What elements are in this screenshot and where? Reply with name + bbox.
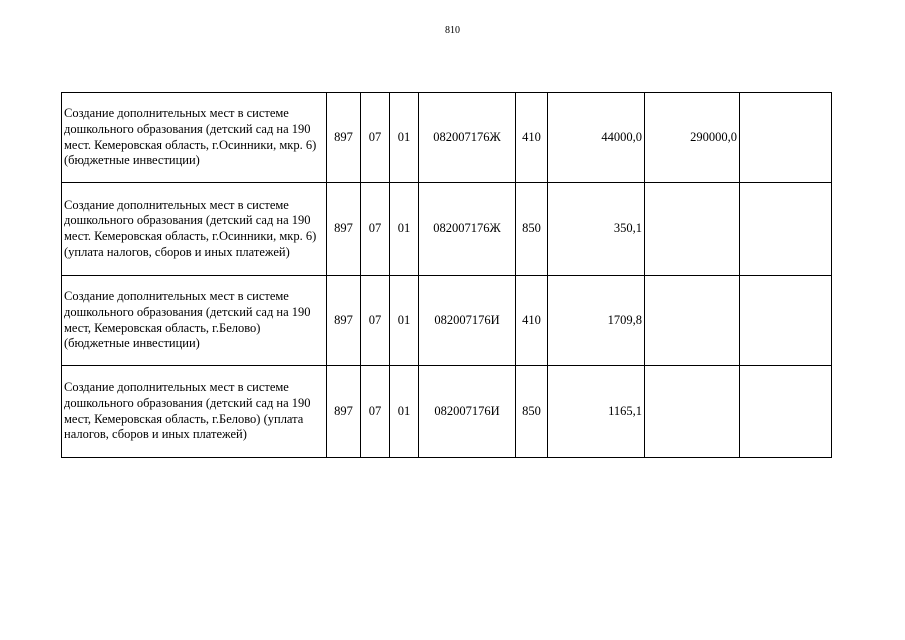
section-code-cell: 07 bbox=[361, 276, 390, 366]
amount-1-cell: 350,1 bbox=[548, 183, 645, 276]
target-article-cell: 082007176Ж bbox=[419, 183, 516, 276]
ministry-code-cell: 897 bbox=[327, 366, 361, 458]
ministry-code-cell: 897 bbox=[327, 93, 361, 183]
amount-2-cell bbox=[645, 183, 740, 276]
amount-2-cell bbox=[645, 366, 740, 458]
amount-3-cell bbox=[740, 276, 832, 366]
subsection-code-cell: 01 bbox=[390, 366, 419, 458]
item-name-cell: Создание дополнительных мест в системе дошкольного образования (детский сад на 190 мест, Кемеровская область, г.Белово) (бюджетные инвестиции) bbox=[62, 276, 327, 366]
subsection-code-cell: 01 bbox=[390, 276, 419, 366]
expense-type-cell: 410 bbox=[516, 276, 548, 366]
budget-table bbox=[61, 92, 832, 458]
ministry-code-cell: 897 bbox=[327, 276, 361, 366]
item-name-cell: Создание дополнительных мест в системе дошкольного образования (детский сад на 190 мест. Кемеровская область, г.Осинники, мкр. 6) (уплата налогов, сборов и иных платежей) bbox=[62, 183, 327, 276]
target-article-cell: 082007176И bbox=[419, 366, 516, 458]
subsection-code-cell: 01 bbox=[390, 183, 419, 276]
item-name-cell: Создание дополнительных мест в системе дошкольного образования (детский сад на 190 мест, Кемеровская область, г.Белово) (уплата налогов, сборов и иных платежей) bbox=[62, 366, 327, 458]
page-number: 810 bbox=[445, 25, 460, 36]
target-article-cell: 082007176Ж bbox=[419, 93, 516, 183]
subsection-code-cell: 01 bbox=[390, 93, 419, 183]
table-row bbox=[62, 366, 832, 458]
amount-1-cell: 1709,8 bbox=[548, 276, 645, 366]
amount-1-cell: 1165,1 bbox=[548, 366, 645, 458]
section-code-cell: 07 bbox=[361, 366, 390, 458]
expense-type-cell: 410 bbox=[516, 93, 548, 183]
amount-2-cell bbox=[645, 276, 740, 366]
expense-type-cell: 850 bbox=[516, 183, 548, 276]
table-row bbox=[62, 183, 832, 276]
item-name-cell: Создание дополнительных мест в системе дошкольного образования (детский сад на 190 мест. Кемеровская область, г.Осинники, мкр. 6) (бюджетные инвестиции) bbox=[62, 93, 327, 183]
amount-3-cell bbox=[740, 366, 832, 458]
target-article-cell: 082007176И bbox=[419, 276, 516, 366]
amount-3-cell bbox=[740, 183, 832, 276]
ministry-code-cell: 897 bbox=[327, 183, 361, 276]
table-row bbox=[62, 93, 832, 183]
amount-3-cell bbox=[740, 93, 832, 183]
amount-1-cell: 44000,0 bbox=[548, 93, 645, 183]
expense-type-cell: 850 bbox=[516, 366, 548, 458]
section-code-cell: 07 bbox=[361, 183, 390, 276]
section-code-cell: 07 bbox=[361, 93, 390, 183]
table-row bbox=[62, 276, 832, 366]
amount-2-cell: 290000,0 bbox=[645, 93, 740, 183]
